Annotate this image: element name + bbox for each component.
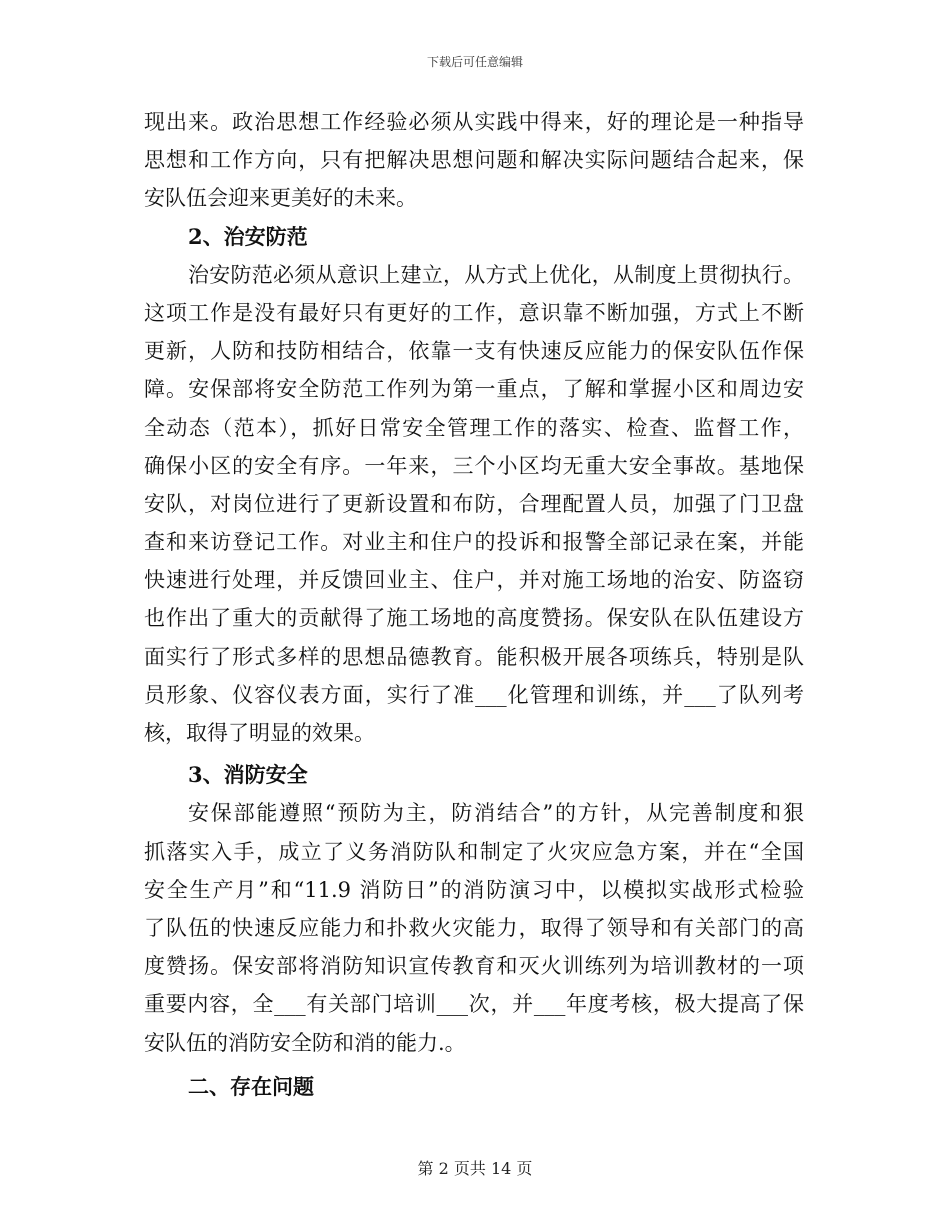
paragraph-line: 更新，人防和技防相结合，依靠一支有快速反应能力的保安队伍作保 [144, 339, 804, 364]
section-heading-fire-safety: 3、消防安全 [188, 762, 308, 788]
paragraph-line: 员形象、仪容仪表方面，实行了准___化管理和训练，并___了队列考 [144, 682, 804, 707]
paragraph-line: 现出来。政治思想工作经验必须从实践中得来，好的理论是一种指导 [144, 110, 804, 134]
page-number-footer: 第 2 页共 14 页 [417, 1159, 533, 1178]
paragraph-line: 了队伍的快速反应能力和扑救火灾能力，取得了领导和有关部门的高 [144, 915, 804, 940]
paragraph-line: 全动态（范本），抓好日常安全管理工作的落实、检查、监督工作， [144, 415, 804, 440]
paragraph-line: 安队伍会迎来更美好的未来。 [144, 186, 417, 211]
paragraph-line: 抓落实入手，成立了义务消防队和制定了火灾应急方案，并在“全国 [144, 839, 804, 864]
paragraph-line: 确保小区的安全有序。一年来，三个小区均无重大安全事故。基地保 [144, 453, 804, 478]
paragraph-line: 障。安保部将安全防范工作列为第一重点，了解和掌握小区和周边安 [144, 377, 804, 402]
paragraph-line: 这项工作是没有最好只有更好的工作，意识靠不断加强，方式上不断 [144, 300, 804, 325]
paragraph-line: 治安防范必须从意识上建立，从方式上优化，从制度上贯彻执行。 [188, 262, 804, 287]
paragraph-line: 面实行了形式多样的思想品德教育。能积极开展各项练兵，特别是队 [144, 644, 804, 669]
section-heading-public-security: 2、治安防范 [188, 223, 308, 249]
paragraph-line: 思想和工作方向，只有把解决思想问题和解决实际问题结合起来，保 [144, 148, 804, 173]
paragraph-line: 核，取得了明显的效果。 [144, 721, 375, 745]
document-body [144, 103, 804, 1106]
paragraph-line: 安队伍的消防安全防和消的能力.。 [144, 1030, 466, 1055]
paragraph-line: 查和来访登记工作。对业主和住户的投诉和报警全部记录在案，并能 [144, 530, 804, 555]
paragraph-line: 度赞扬。保安部将消防知识宣传教育和灭火训练列为培训教材的一项 [144, 954, 804, 979]
paragraph-line: 重要内容，全___有关部门培训___次，并___年度考核，极大提高了保 [144, 992, 804, 1017]
paragraph-line: 安全生产月”和“11.9 消防日”的消防演习中，以模拟实战形式检验 [144, 877, 804, 902]
page-header-note: 下载后可任意编辑 [426, 55, 523, 69]
paragraph-line: 安队，对岗位进行了更新设置和布防，合理配置人员，加强了门卫盘 [144, 491, 804, 516]
paragraph-line: 也作出了重大的贡献得了施工场地的高度赞扬。保安队在队伍建设方 [144, 606, 804, 631]
paragraph-line: 快速进行处理，并反馈回业主、住户，并对施工场地的治安、防盗窃 [144, 568, 804, 593]
paragraph-line: 安保部能遵照“预防为主，防消结合”的方针，从完善制度和狠 [188, 801, 804, 826]
part-heading-existing-problems: 二、存在问题 [188, 1073, 314, 1099]
